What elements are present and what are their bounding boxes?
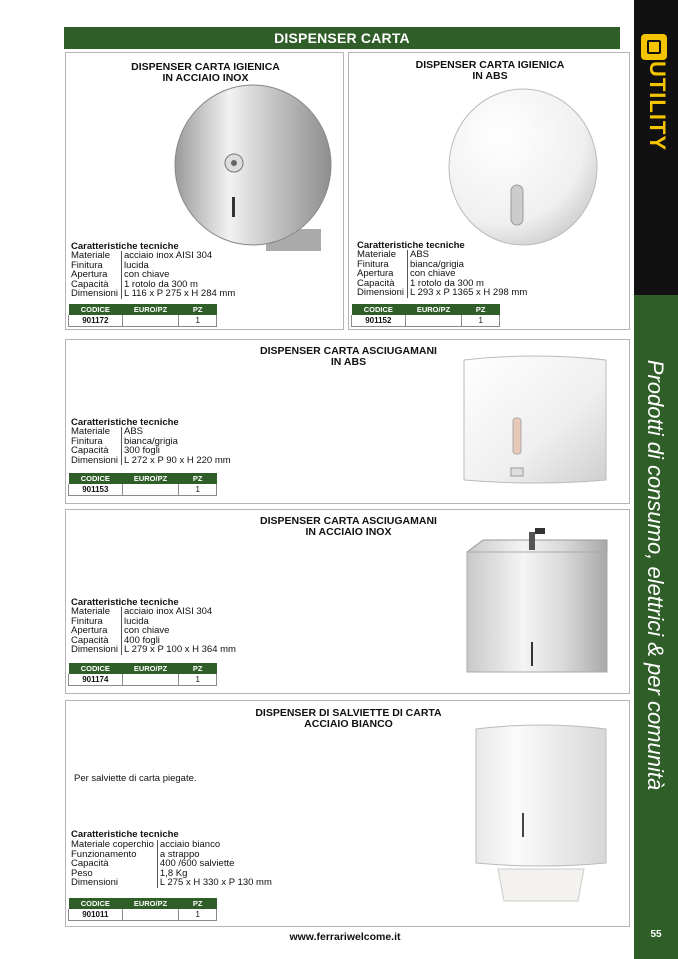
euro-header: EURO/PZ: [122, 304, 179, 315]
spec-heading: Caratteristiche tecniche: [357, 240, 465, 251]
spec-heading: Caratteristiche tecniche: [71, 241, 179, 252]
spec-value: bianca/grigia: [122, 437, 234, 447]
spec-value: L 272 x P 90 x H 220 mm: [122, 456, 234, 466]
spec-heading: Caratteristiche tecniche: [71, 829, 179, 840]
euro-header: EURO/PZ: [122, 473, 179, 484]
spec-label: Dimensioni: [71, 288, 118, 300]
spec-row: [71, 456, 234, 466]
footer-website-link[interactable]: www.ferrariwelcome.it: [289, 931, 401, 943]
spec-value: acciaio inox AISI 304: [122, 607, 239, 617]
page-number: 55: [650, 929, 662, 940]
spec-value: bianca/grigia: [408, 260, 531, 270]
spec-label: Dimensioni: [71, 644, 118, 656]
spec-value: lucida: [122, 617, 239, 627]
codice-header: CODICE: [69, 898, 123, 909]
product-pz: 1: [462, 315, 500, 326]
spec-value: 300 fogli: [122, 446, 234, 456]
product-description: Per salviette di carta piegate.: [74, 773, 197, 784]
codice-header: CODICE: [69, 473, 123, 484]
product-price: [122, 315, 179, 326]
product-code: 901011: [69, 909, 123, 920]
spec-label: Peso: [71, 867, 93, 879]
spec-value: ABS: [122, 427, 234, 437]
toilet-paper-dispenser-steel-image: [171, 79, 341, 259]
spec-value: con chiave: [122, 626, 239, 636]
product-code: 901153: [69, 484, 123, 495]
product-title: DISPENSER CARTA IGIENICA IN ABS: [415, 59, 565, 82]
spec-table: [71, 607, 239, 655]
spec-heading: Caratteristiche tecniche: [71, 417, 179, 428]
spec-label: Funzionamento: [71, 848, 137, 860]
spec-label: Capacità: [71, 445, 109, 457]
spec-value: 1,8 Kg: [157, 869, 274, 879]
euro-header: EURO/PZ: [122, 898, 179, 909]
spec-label: Finitura: [71, 259, 103, 271]
spec-label: Finitura: [71, 615, 103, 627]
spec-value: con chiave: [408, 269, 531, 279]
product-price: [122, 484, 179, 495]
spec-value: 1 rotolo da 300 m: [122, 280, 239, 290]
product-card-901153: [65, 339, 630, 504]
spec-label: Materiale: [71, 606, 111, 617]
spec-value: L 275 x H 330 x P 130 mm: [157, 878, 274, 888]
spec-value: acciaio bianco: [157, 840, 274, 850]
code-table: [351, 304, 500, 327]
spec-label: Apertura: [71, 269, 108, 281]
spec-label: Capacità: [71, 278, 109, 290]
spec-label: Dimensioni: [357, 287, 404, 299]
spec-label: Finitura: [357, 258, 389, 270]
napkin-dispenser-white-image: [474, 723, 610, 903]
euro-header: EURO/PZ: [405, 304, 462, 315]
product-code: 901174: [69, 674, 123, 685]
spec-row: [71, 645, 239, 655]
code-table: [68, 663, 217, 686]
pz-header: PZ: [179, 663, 217, 674]
product-price: [122, 909, 179, 920]
spec-label: Apertura: [71, 625, 108, 637]
spec-label: Capacità: [71, 858, 109, 870]
spec-label: Materiale coperchio: [71, 839, 154, 850]
pz-header: PZ: [179, 304, 217, 315]
pz-header: PZ: [179, 473, 217, 484]
utility-box-icon: [641, 34, 667, 60]
product-pz: 1: [179, 674, 217, 685]
product-pz: 1: [179, 315, 217, 326]
product-pz: 1: [179, 484, 217, 495]
spec-value: acciaio inox AISI 304: [122, 251, 239, 261]
spec-label: Materiale: [71, 250, 111, 261]
product-card-901172: [65, 52, 344, 330]
spec-value: 400 fogli: [122, 636, 239, 646]
spec-value: L 293 x P 1365 x H 298 mm: [408, 288, 531, 298]
toilet-paper-dispenser-abs-image: [445, 81, 603, 251]
product-price: [122, 674, 179, 685]
spec-value: a strappo: [157, 850, 274, 860]
spec-value: 1 rotolo da 300 m: [408, 279, 531, 289]
spec-label: Apertura: [357, 268, 394, 280]
category-label: Prodotti di consumo, elettrici & per comunità: [643, 359, 668, 791]
spec-label: Finitura: [71, 435, 103, 447]
euro-header: EURO/PZ: [122, 663, 179, 674]
codice-header: CODICE: [69, 663, 123, 674]
spec-value: 400 /600 salviette: [157, 859, 274, 869]
towel-dispenser-abs-image: [456, 354, 614, 488]
page-title: DISPENSER CARTA: [64, 27, 620, 49]
product-pz: 1: [179, 909, 217, 920]
spec-row: [71, 289, 238, 299]
spec-table: [71, 840, 275, 888]
product-title: DISPENSER CARTA ASCIUGAMANI IN ABS: [260, 345, 437, 368]
spec-label: Materiale: [357, 249, 397, 260]
spec-label: Dimensioni: [71, 454, 118, 466]
spec-label: Capacità: [357, 277, 395, 289]
towel-dispenser-steel-image: [463, 522, 611, 680]
product-title: DISPENSER CARTA ASCIUGAMANI IN ACCIAIO INOX: [260, 515, 437, 538]
spec-label: Materiale: [71, 426, 111, 437]
product-price: [405, 315, 462, 326]
spec-value: L 116 x P 275 x H 284 mm: [122, 289, 239, 299]
product-code: 901172: [69, 315, 123, 326]
spec-value: con chiave: [122, 270, 239, 280]
product-code: 901152: [352, 315, 406, 326]
product-title: DISPENSER DI SALVIETTE DI CARTA ACCIAIO BIANCO: [255, 707, 442, 730]
product-title: DISPENSER CARTA IGIENICA IN ACCIAIO INOX: [131, 61, 280, 84]
code-table: [68, 898, 217, 921]
spec-heading: Caratteristiche tecniche: [71, 597, 179, 608]
product-card-901011: [65, 700, 630, 927]
spec-value: ABS: [408, 250, 531, 260]
spec-value: L 279 x P 100 x H 364 mm: [122, 645, 239, 655]
code-table: [68, 304, 217, 327]
spec-value: lucida: [122, 261, 239, 271]
product-card-901152: [348, 52, 630, 330]
product-card-901174: [65, 509, 630, 694]
pz-header: PZ: [179, 898, 217, 909]
codice-header: CODICE: [352, 304, 406, 315]
spec-row: [357, 288, 530, 298]
spec-row: [71, 878, 275, 888]
spec-table: [357, 250, 530, 298]
spec-label: Dimensioni: [71, 877, 118, 889]
spec-label: Capacità: [71, 634, 109, 646]
code-table: [68, 473, 217, 496]
codice-header: CODICE: [69, 304, 123, 315]
section-label: UTILITY: [645, 60, 670, 152]
spec-table: [71, 427, 234, 465]
pz-header: PZ: [462, 304, 500, 315]
spec-table: [71, 251, 238, 299]
